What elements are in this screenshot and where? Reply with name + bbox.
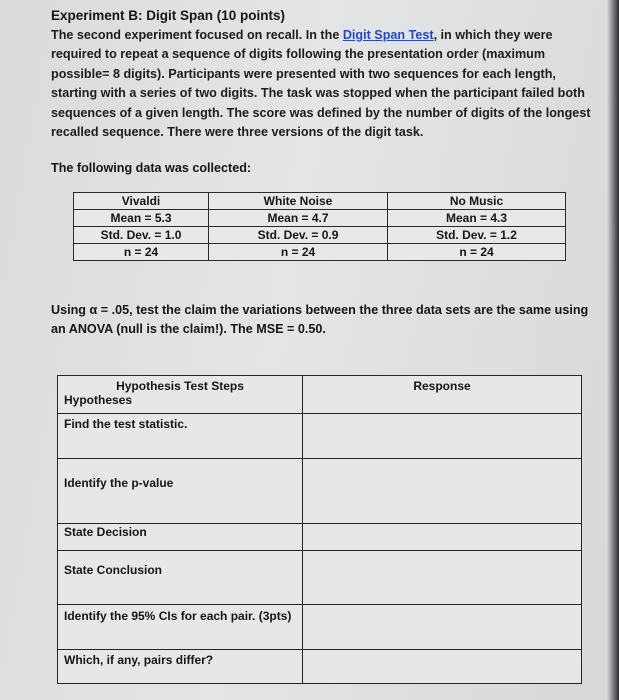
sd-white-noise: Std. Dev. = 0.9 [209, 227, 388, 244]
response-cell-pairs-differ[interactable] [303, 650, 582, 684]
table-row [58, 459, 582, 524]
table-row [74, 210, 566, 227]
response-cell-state-decision[interactable] [303, 524, 582, 551]
group-name-vivaldi: Vivaldi [74, 193, 209, 210]
experiment-title: Experiment B: Digit Span (10 points) [51, 8, 286, 23]
summary-stats-table [73, 192, 566, 261]
table-row [58, 650, 582, 684]
sd-no-music: Std. Dev. = 1.2 [388, 227, 566, 244]
intro-text-start: The second experiment focused on recall. In the [51, 28, 343, 42]
data-collected-label: The following data was collected: [51, 161, 252, 175]
step-label-confidence-intervals: Identify the 95% CIs for each pair. (3pts) [58, 605, 303, 650]
steps-header-row [58, 376, 582, 414]
table-row [74, 227, 566, 244]
digit-span-test-link[interactable]: Digit Span Test [342, 28, 434, 42]
anova-question: Using α = .05, test the claim the variations between the three data sets are the same using an ANOVA (null is the claim!). The MSE = 0.50. [51, 303, 589, 336]
hypothesis-steps-table [57, 375, 582, 684]
response-header: Response [303, 376, 582, 414]
steps-header-left [58, 376, 303, 414]
group-name-no-music: No Music [388, 193, 566, 210]
n-vivaldi: n = 24 [74, 244, 209, 261]
sd-vivaldi: Std. Dev. = 1.0 [74, 227, 209, 244]
table-row [58, 605, 582, 650]
photo-edge-shadow [607, 0, 619, 700]
intro-paragraph [51, 26, 591, 142]
step-label-state-conclusion: State Conclusion [58, 551, 303, 605]
intro-text-end: , in which they were required to repeat a sequence of digits following the presentation order (maximum possible= 8 digits). Participants were presented with two sequences for each length, starting with a series of two digits. The task was stopped when the participant failed both sequences of a given length. The score was defined by the number of digits of the longest recalled sequence. There were three versions of the digit task. [51, 28, 591, 140]
steps-header-title: Hypothesis Test Steps [116, 379, 244, 393]
n-white-noise: n = 24 [209, 244, 388, 261]
table-row [74, 244, 566, 261]
mean-no-music: Mean = 4.3 [388, 210, 566, 227]
step-label-p-value: Identify the p-value [58, 459, 303, 524]
step-label-test-statistic: Find the test statistic. [58, 414, 303, 459]
group-name-white-noise: White Noise [209, 193, 388, 210]
table-row [58, 524, 582, 551]
table-row [58, 414, 582, 459]
response-cell-confidence-intervals[interactable] [303, 605, 582, 650]
mean-vivaldi: Mean = 5.3 [74, 210, 209, 227]
response-cell-state-conclusion[interactable] [303, 551, 582, 605]
step-label-pairs-differ: Which, if any, pairs differ? [58, 650, 303, 684]
step-label-hypotheses: Hypotheses [64, 393, 133, 407]
mean-white-noise: Mean = 4.7 [209, 210, 388, 227]
table-row [74, 193, 566, 210]
response-cell-p-value[interactable] [303, 459, 582, 524]
response-cell-test-statistic[interactable] [303, 414, 582, 459]
table-row [58, 551, 582, 605]
n-no-music: n = 24 [388, 244, 566, 261]
step-label-state-decision: State Decision [58, 524, 303, 551]
